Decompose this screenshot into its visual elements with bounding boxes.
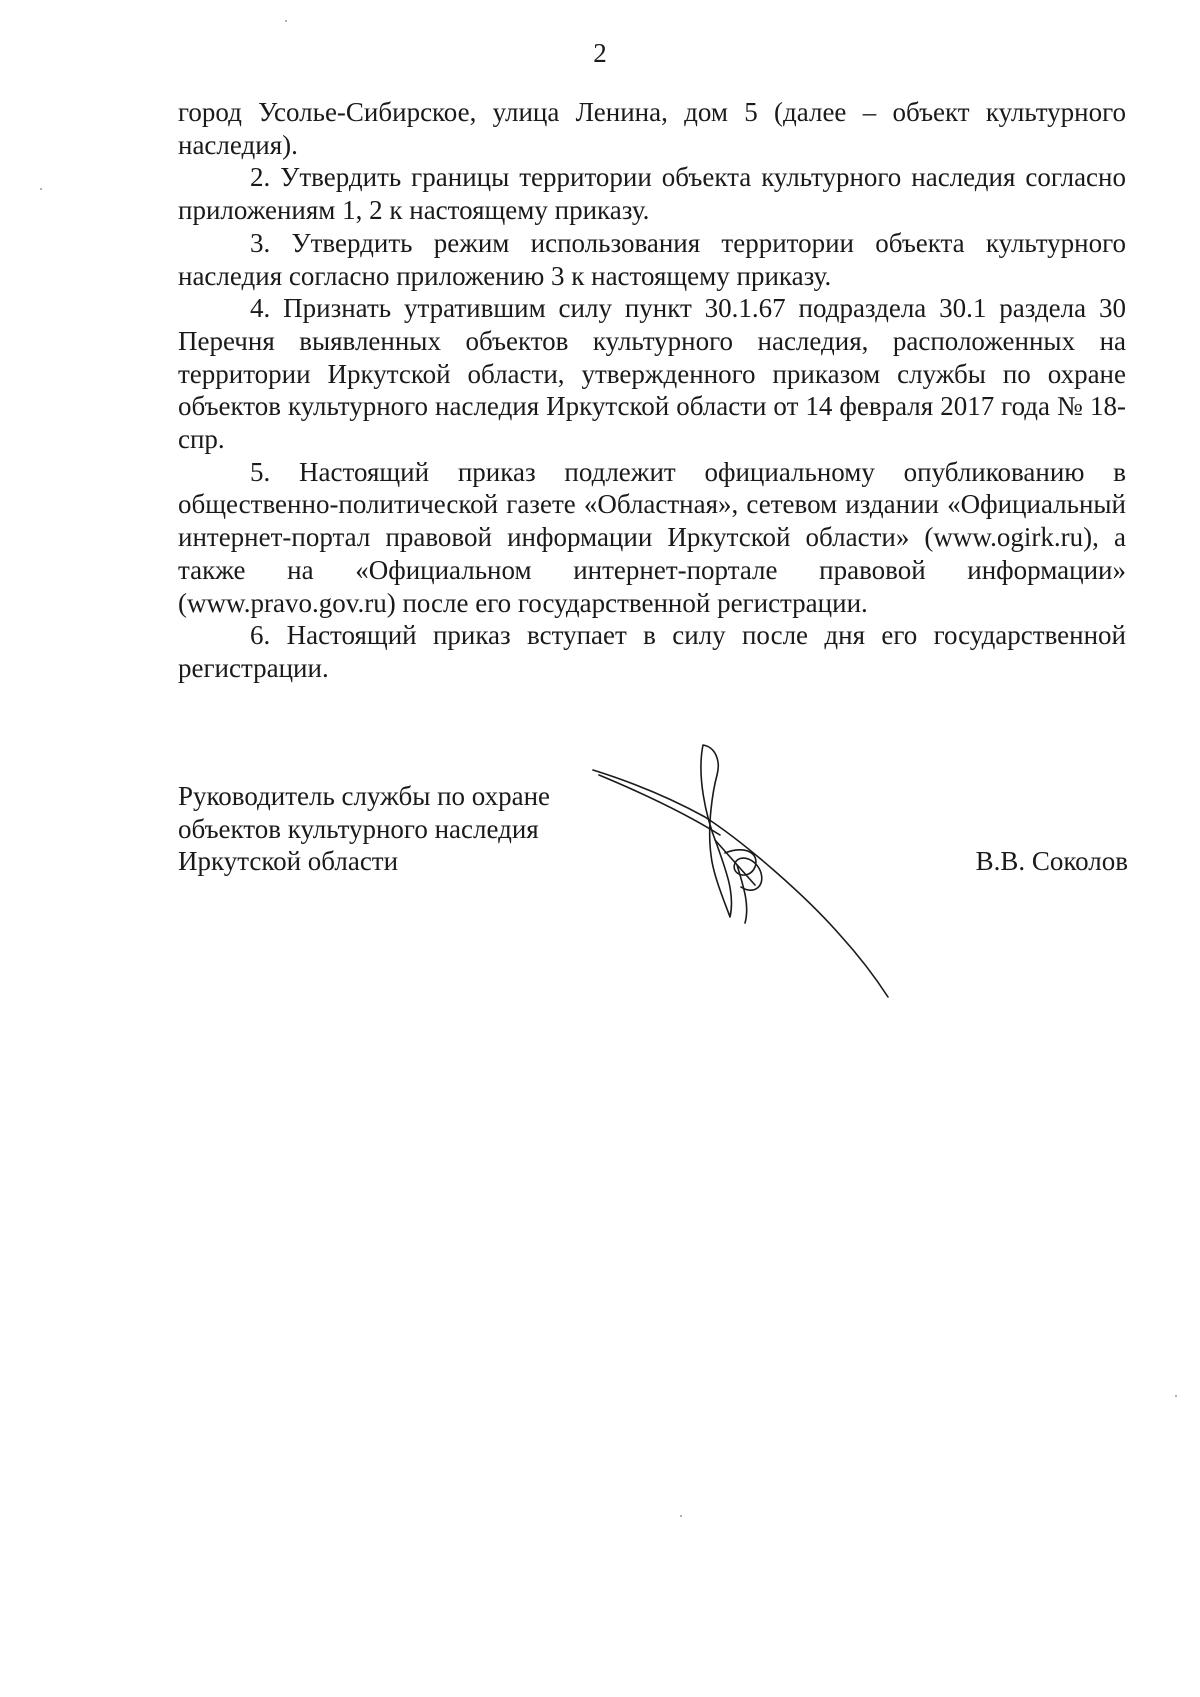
document-body (178, 96, 1126, 685)
signatory-position-line: Руководитель службы по охране (178, 781, 551, 811)
page-number: 2 (593, 38, 607, 68)
signatory-name: В.В. Соколов (975, 846, 1128, 876)
paragraph-3: 3. Утвердить режим использования территории объекта культурного наследия согласно приложению 3 к настоящему приказу. (178, 227, 1126, 291)
paragraph-5: 5. Настоящий приказ подлежит официальному опубликованию в общественно-политической газете «Областная», сетевом издании «Официальный интернет-портал правовой информации Иркутской области» (www.ogirk.ru), а также на «Официальном интернет-портале правовой информации» (www.pravo.gov.ru) после его государственной регистрации. (178, 456, 1126, 618)
scan-speck (285, 20, 287, 22)
scan-speck (680, 1515, 682, 1517)
paragraph-2: 2. Утвердить границы территории объекта культурного наследия согласно приложениям 1, 2 к настоящему приказу. (178, 162, 1126, 226)
paragraph-1: город Усолье-Сибирское, улица Ленина, дом 5 (далее – объект культурного наследия). (178, 97, 1126, 160)
scan-speck (1175, 1395, 1177, 1397)
signatory-position-line: объектов культурного наследия (178, 813, 539, 844)
signatory-position-line: Иркутской области (178, 846, 399, 877)
scan-speck (40, 188, 42, 190)
signatory-position (178, 780, 598, 878)
paragraph-6: 6. Настоящий приказ вступает в силу после дня его государственной регистрации. (178, 620, 1126, 683)
handwritten-signature (585, 735, 915, 1015)
paragraph-4: 4. Признать утратившим силу пункт 30.1.67 подраздела 30.1 раздела 30 Перечня выявленных объектов культурного наследия, расположенных на территории Иркутской области, утвержденного приказом службы по охране объектов культурного наследия Иркутской области от 14 февраля 2017 года № 18-спр. (178, 293, 1126, 455)
